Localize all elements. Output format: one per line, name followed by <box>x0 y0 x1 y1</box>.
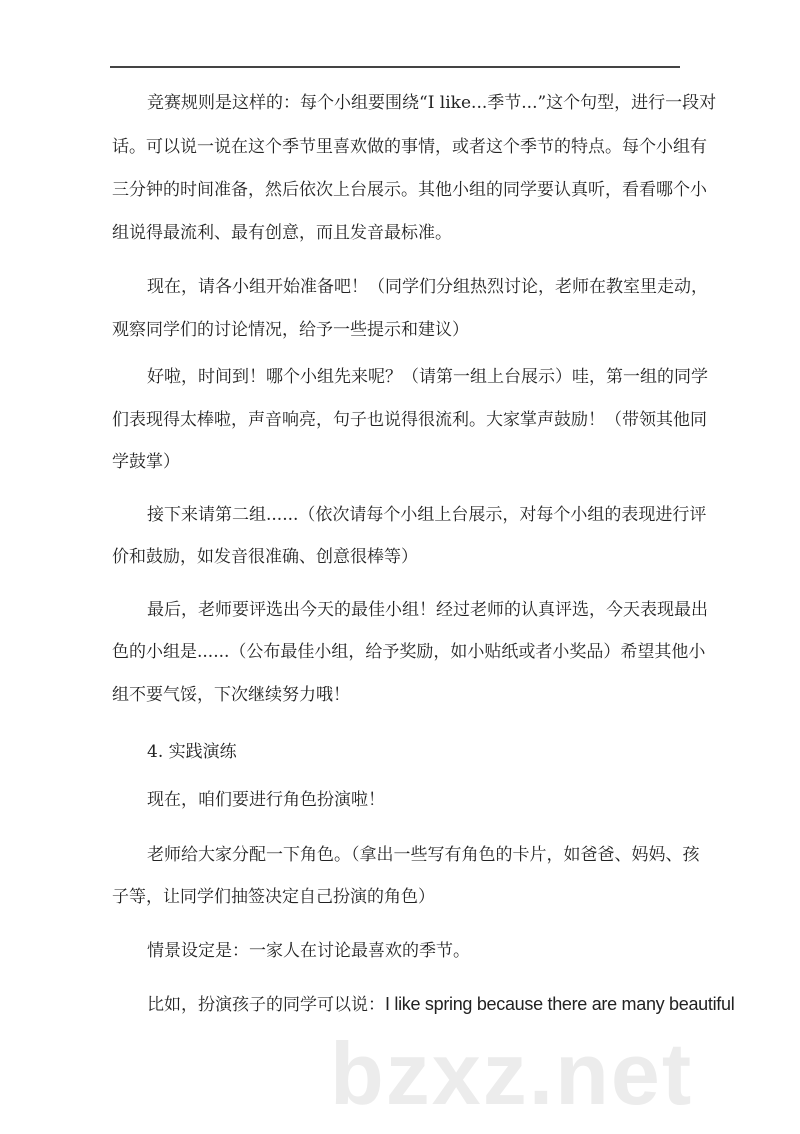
paragraph-line: 子等，让同学们抽签决定自己扮演的角色） <box>112 887 435 907</box>
english-example: I like spring because there are many beautiful <box>385 994 735 1014</box>
paragraph-line: 价和鼓励，如发音很准确、创意很棒等） <box>112 547 418 567</box>
watermark: bzxz.net <box>330 1024 694 1123</box>
paragraph-line: 色的小组是......（公布最佳小组，给予奖励，如小贴纸或者小奖品）希望其他小 <box>112 642 706 662</box>
paragraph-line: 话。可以说一说在这个季节里喜欢做的事情，或者这个季节的特点。每个小组有 <box>112 137 707 157</box>
paragraph-line: 组不要气馁，下次继续努力哦！ <box>112 685 350 705</box>
header-rule <box>110 66 680 68</box>
paragraph-line: 三分钟的时间准备，然后依次上台展示。其他小组的同学要认真听，看看哪个小 <box>112 180 707 200</box>
section-heading: 4. 实践演练 <box>147 742 237 762</box>
paragraph-line: 竞赛规则是这样的：每个小组要围绕“I like...季节...”这个句型，进行一段对 <box>147 93 717 113</box>
paragraph-line: 现在，请各小组开始准备吧！（同学们分组热烈讨论，老师在教室里走动， <box>147 277 708 297</box>
paragraph-line: 情景设定是：一家人在讨论最喜欢的季节。 <box>147 941 470 961</box>
paragraph-line: 现在，咱们要进行角色扮演啦！ <box>147 790 385 810</box>
paragraph-line: 最后，老师要评选出今天的最佳小组！经过老师的认真评选，今天表现最出 <box>147 600 708 620</box>
paragraph-line <box>147 992 735 1017</box>
paragraph-line: 观察同学们的讨论情况，给予一些提示和建议） <box>112 320 469 340</box>
paragraph-line: 组说得最流利、最有创意，而且发音最标准。 <box>112 223 452 243</box>
paragraph-text: 比如，扮演孩子的同学可以说： <box>147 995 385 1015</box>
paragraph-line: 们表现得太棒啦，声音响亮，句子也说得很流利。大家掌声鼓励！（带领其他同 <box>112 410 707 430</box>
paragraph-line: 好啦，时间到！哪个小组先来呢？（请第一组上台展示）哇，第一组的同学 <box>147 367 708 387</box>
paragraph-line: 接下来请第二组......（依次请每个小组上台展示，对每个小组的表现进行评 <box>147 505 707 525</box>
paragraph-line: 老师给大家分配一下角色。（拿出一些写有角色的卡片，如爸爸、妈妈、孩 <box>147 845 700 865</box>
paragraph-line: 学鼓掌） <box>112 452 180 472</box>
